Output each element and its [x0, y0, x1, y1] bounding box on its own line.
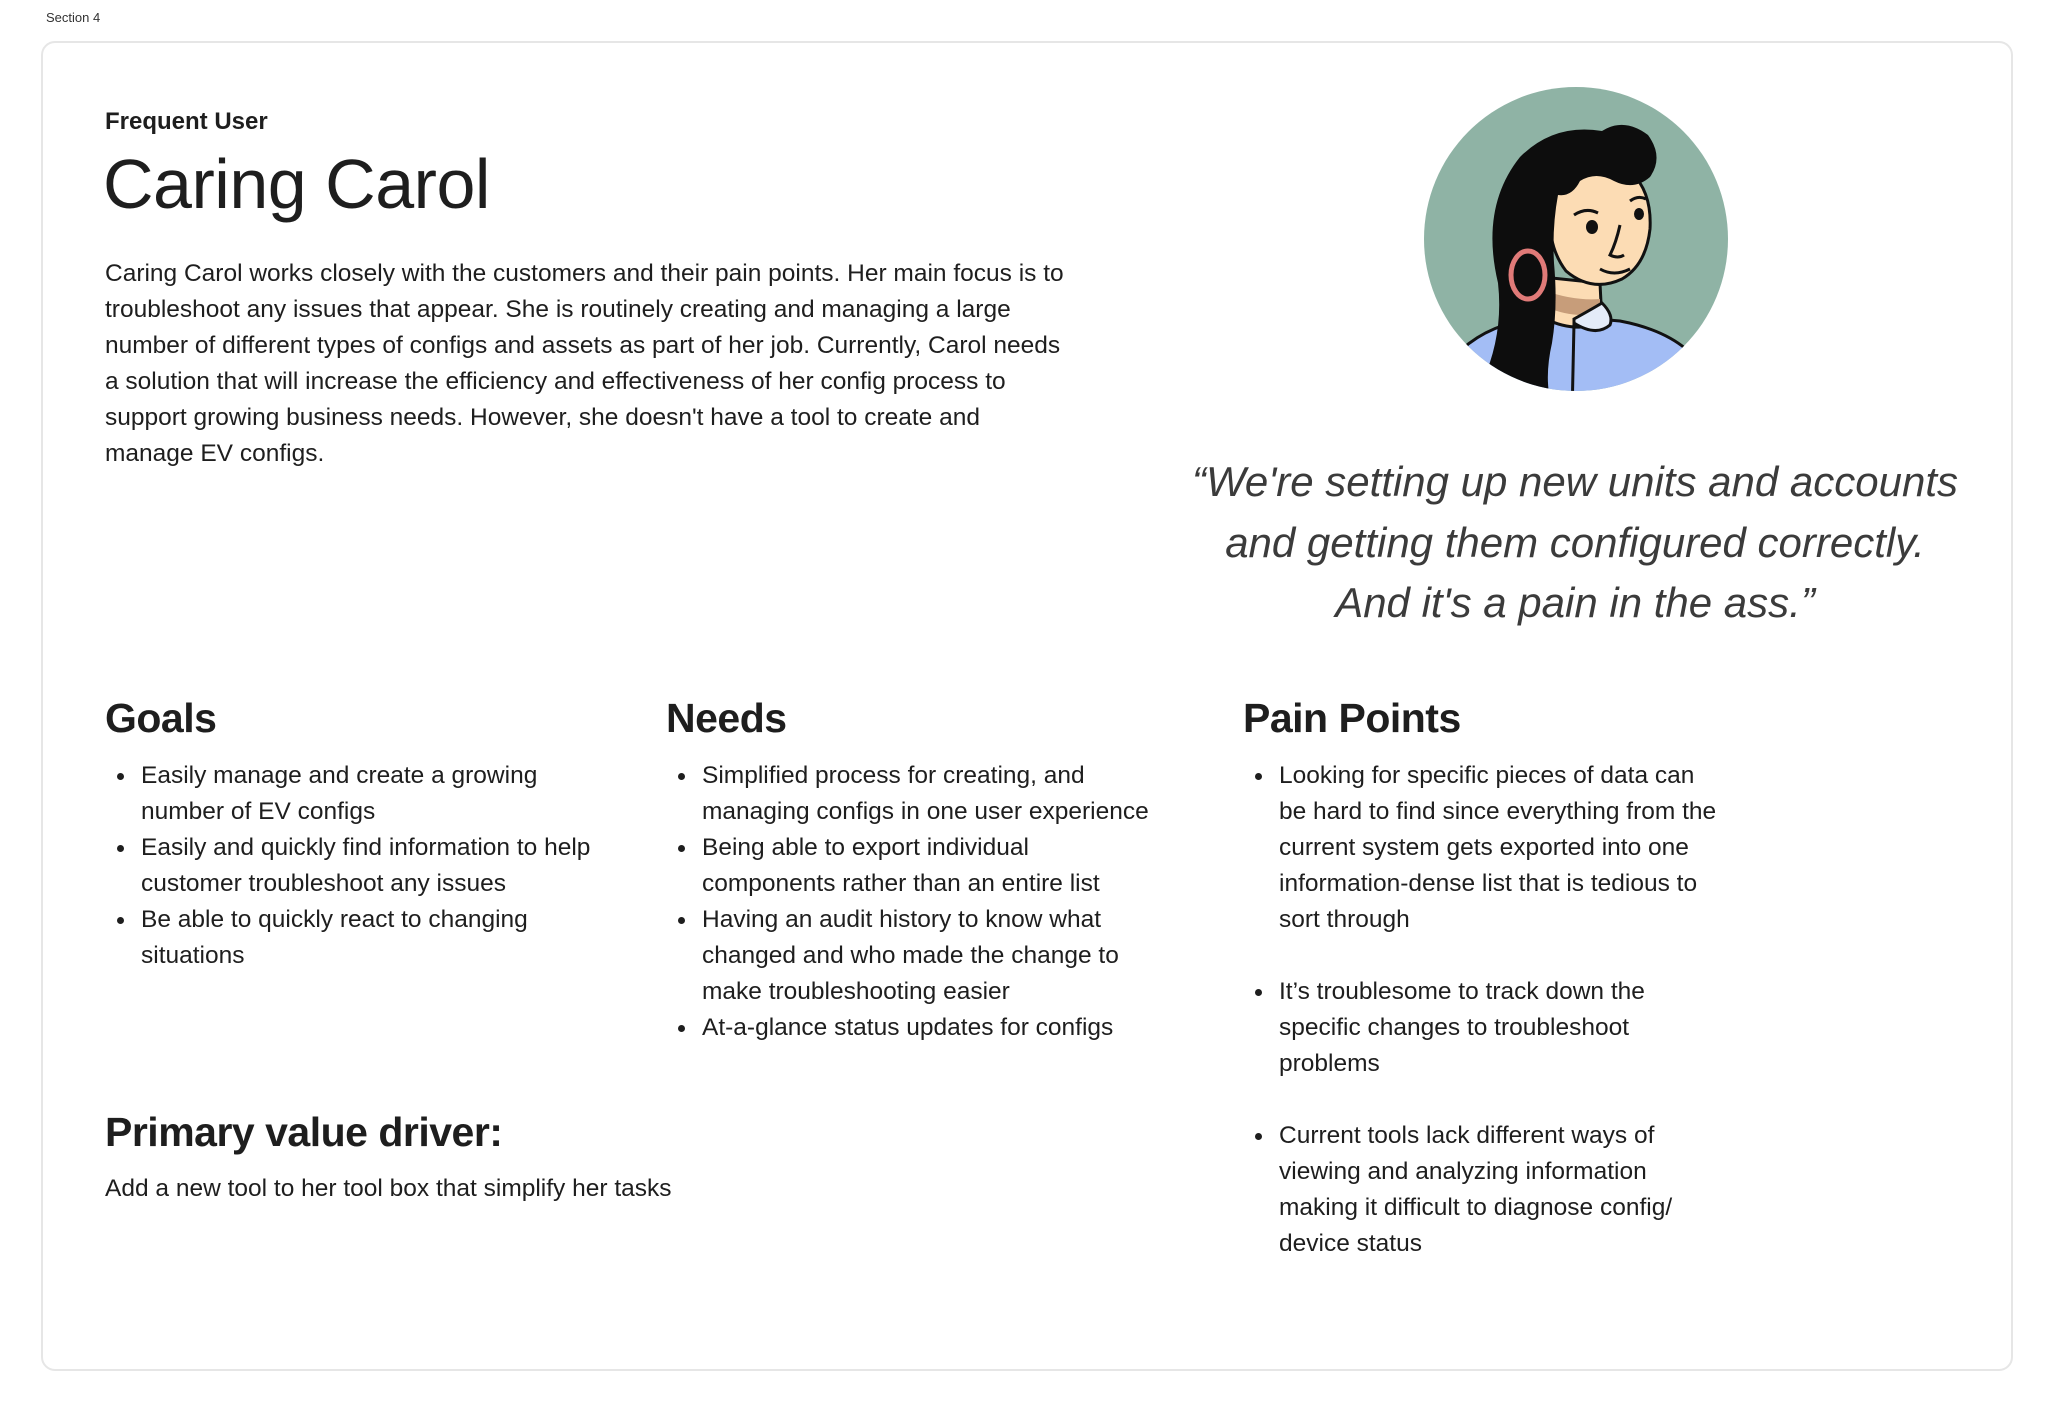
pain-points-heading: Pain Points — [1243, 695, 1461, 741]
list-item: Looking for specific pieces of data can be hard to find since everything from the current system gets exported into one information-dense list that is tedious to sort through — [1243, 758, 1723, 938]
list-item: At-a-glance status updates for configs — [666, 1010, 1166, 1046]
persona-quote: “We're setting up new units and accounts and getting them configured correctly. And it's a pain in the ass.” — [1191, 458, 1958, 626]
eye-right — [1634, 208, 1644, 220]
list-item: Easily manage and create a growing number of EV configs — [105, 758, 605, 830]
list-item: Be able to quickly react to changing situations — [105, 902, 605, 974]
list-item: Being able to export individual components rather than an entire list — [666, 830, 1166, 902]
needs-heading: Needs — [666, 695, 787, 741]
persona-description: Caring Carol works closely with the customers and their pain points. Her main focus is to troubleshoot any issues that appear. She is routinely creating and managing a large number of different types of configs and assets as part of her job. Currently, Carol needs a solution that will increase the efficiency and effectiveness of her config process to support growing business needs. However, she doesn't have a tool to create and manage EV configs. — [105, 260, 1064, 467]
list-item: Having an audit history to know what changed and who made the change to make troubleshooting easier — [666, 902, 1166, 1010]
value-driver-heading: Primary value driver: — [105, 1109, 503, 1155]
list-item: Easily and quickly find information to help customer troubleshoot any issues — [105, 830, 605, 902]
shirt — [1454, 317, 1686, 415]
needs-list — [666, 758, 1166, 1046]
section-label: Section 4 — [46, 10, 101, 25]
value-driver-text: Add a new tool to her tool box that simplify her tasks — [105, 1175, 672, 1202]
list-item: It’s troublesome to track down the specific changes to troubleshoot problems — [1243, 974, 1723, 1082]
goals-heading: Goals — [105, 695, 217, 741]
pain-points-list — [1243, 758, 1723, 1298]
avatar-illustration — [1424, 87, 1729, 415]
persona-name: Caring Carol — [103, 145, 490, 223]
list-item: Current tools lack different ways of viewing and analyzing information making it difficult to diagnose config/ device status — [1243, 1118, 1723, 1262]
goals-list — [105, 758, 605, 974]
persona-role: Frequent User — [105, 108, 268, 135]
eye-left — [1586, 220, 1598, 234]
list-item: Simplified process for creating, and managing configs in one user experience — [666, 758, 1166, 830]
